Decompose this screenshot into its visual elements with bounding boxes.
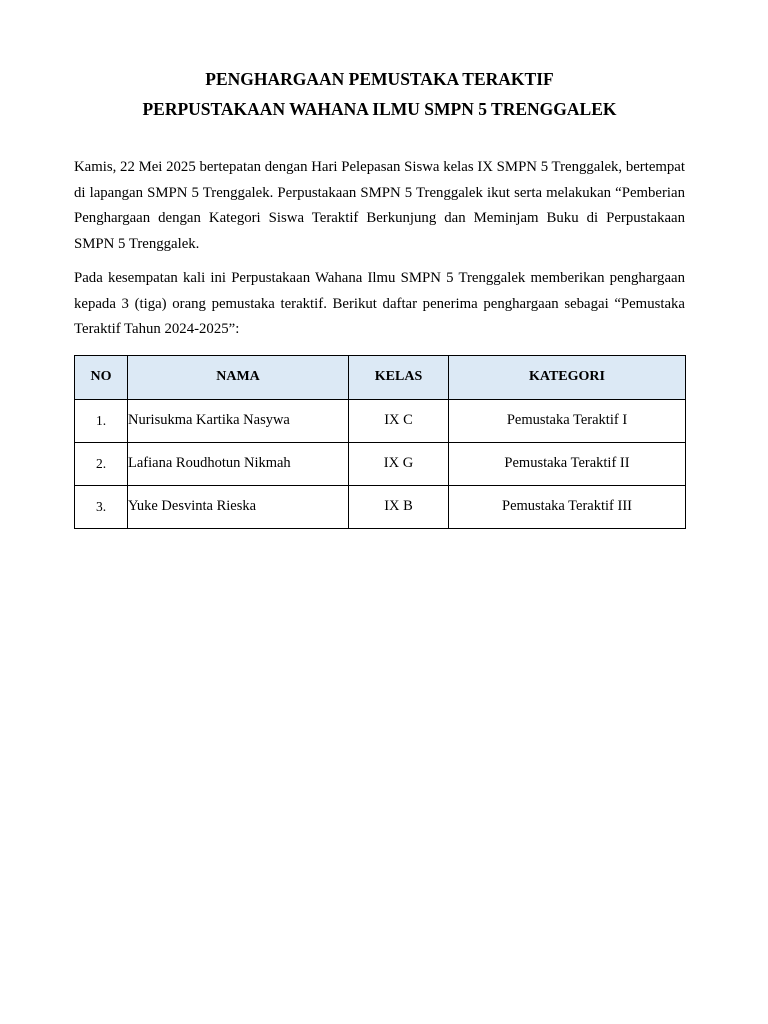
cell-kategori: Pemustaka Teraktif I (449, 399, 686, 442)
cell-kategori: Pemustaka Teraktif II (449, 442, 686, 485)
document-subtitle: PERPUSTAKAAN WAHANA ILMU SMPN 5 TRENGGALEK (142, 99, 617, 119)
cell-no: 1. (75, 399, 128, 442)
cell-no: 3. (75, 485, 128, 528)
header-no: NO (75, 355, 128, 399)
table-row (75, 485, 686, 528)
recipients-table (74, 355, 686, 529)
paragraph-announcement: Pada kesempatan kali ini Perpustakaan Wahana Ilmu SMPN 5 Trenggalek memberikan penghargaan kepada 3 (tiga) orang pemustaka teraktif. Berikut daftar penerima penghargaan sebagai “Pemustaka Teraktif Tahun 2024-2025”: (74, 269, 685, 338)
table-row (75, 399, 686, 442)
cell-no: 2. (75, 442, 128, 485)
cell-kelas: IX B (349, 485, 449, 528)
table-header-row (75, 355, 686, 399)
cell-kategori: Pemustaka Teraktif III (449, 485, 686, 528)
header-kategori: KATEGORI (449, 355, 686, 399)
header-nama: NAMA (128, 355, 349, 399)
cell-nama: Nurisukma Kartika Nasywa (128, 399, 349, 442)
cell-kelas: IX C (349, 399, 449, 442)
paragraph-intro: Kamis, 22 Mei 2025 bertepatan dengan Hari Pelepasan Siswa kelas IX SMPN 5 Trenggalek, bertempat di lapangan SMPN 5 Trenggalek. Perpustakaan SMPN 5 Trenggalek ikut serta melakukan “Pemberian Penghargaan dengan Kategori Siswa Teraktif Berkunjung dan Meminjam Buku di Perpustakaan SMPN 5 Trenggalek. (74, 159, 685, 253)
cell-nama: Yuke Desvinta Rieska (128, 485, 349, 528)
document-page (74, 66, 685, 529)
cell-kelas: IX G (349, 442, 449, 485)
cell-nama: Lafiana Roudhotun Nikmah (128, 442, 349, 485)
table-row (75, 442, 686, 485)
header-kelas: KELAS (349, 355, 449, 399)
document-title: PENGHARGAAN PEMUSTAKA TERAKTIF (205, 69, 554, 89)
